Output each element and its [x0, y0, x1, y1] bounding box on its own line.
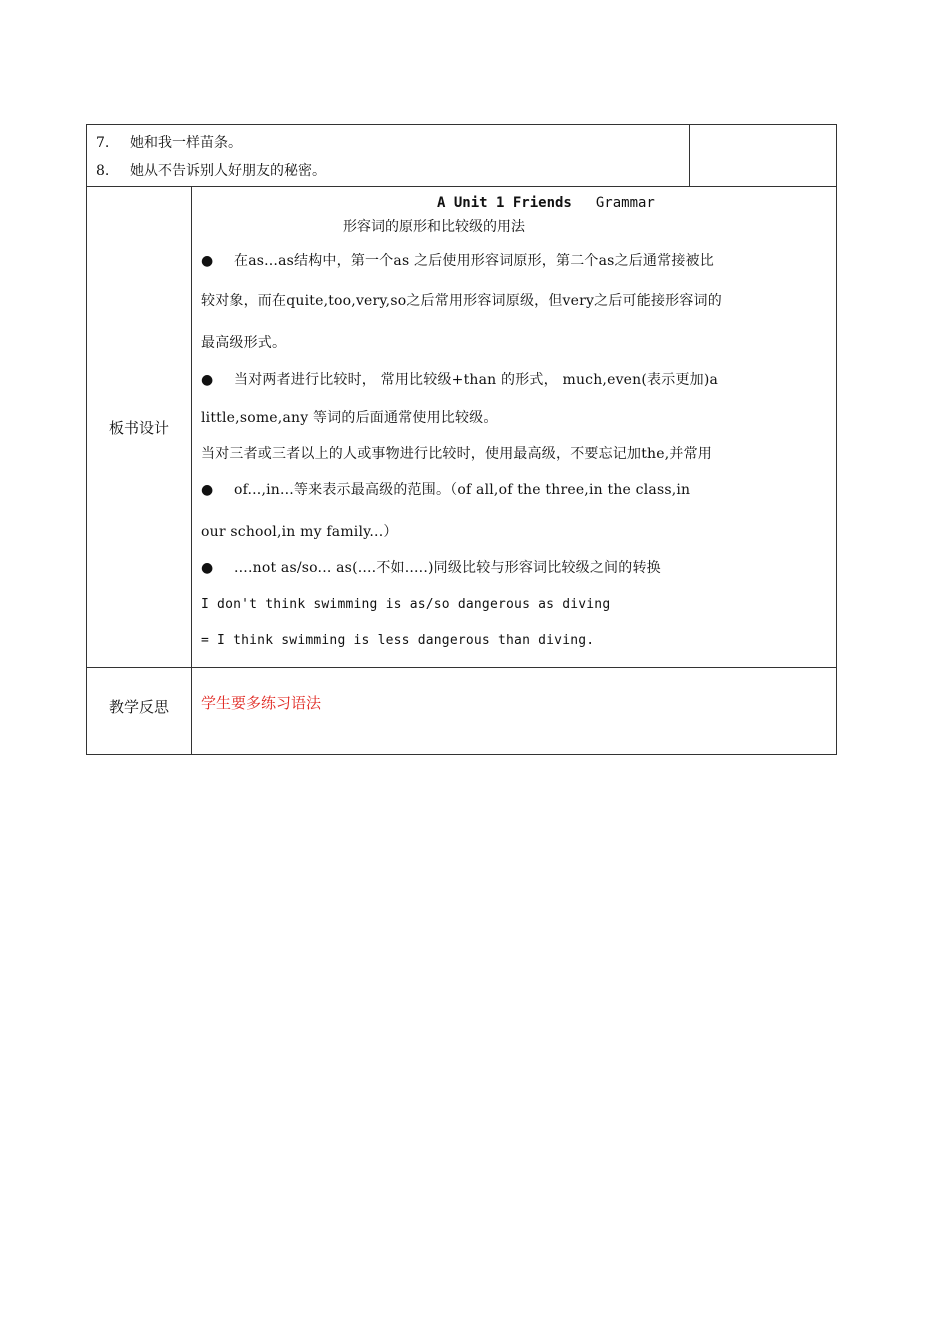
paragraph — [201, 365, 836, 405]
item-number: 8. — [96, 163, 110, 179]
table-row — [87, 187, 836, 668]
paragraph-text: 当对两者进行比较时， 常用比较级+than 的形式， much,even(表示更加)a — [234, 372, 719, 388]
reflection-text: 学生要多练习语法 — [201, 694, 322, 712]
list-item — [96, 157, 689, 185]
exercise-cell — [87, 125, 690, 186]
title-grammar: Grammar — [595, 195, 655, 211]
lesson-plan-table — [86, 124, 837, 755]
bullet-icon: ● — [201, 253, 214, 269]
table-row — [87, 125, 836, 187]
section-subtitle: 形容词的原形和比较级的用法 — [343, 219, 525, 235]
row-label-reflection: 教学反思 — [87, 668, 192, 754]
table-row — [87, 668, 836, 754]
item-text: 她和我一样苗条。 — [130, 135, 242, 151]
section-title — [201, 191, 836, 215]
paragraph-text: 在as...as结构中，第一个as 之后使用形容词原形，第二个as之后通常接被比 — [234, 253, 714, 269]
bullet-icon: ● — [201, 482, 214, 498]
item-text: 她从不告诉别人好朋友的秘密。 — [130, 163, 326, 179]
paragraph — [201, 247, 836, 287]
bullet-icon: ● — [201, 372, 214, 388]
paragraph-line: 最高级形式。 — [201, 335, 287, 351]
bullet-icon: ● — [201, 560, 214, 576]
title-bold: A Unit 1 Friends — [437, 195, 572, 211]
paragraph-line: our school,in my family...） — [201, 524, 398, 540]
paragraph-line: little,some,any 等词的后面通常使用比较级。 — [201, 410, 498, 426]
paragraph — [201, 477, 836, 519]
paragraph-text: of...,in...等来表示最高级的范围。（of all,of the three,in the class,in — [234, 482, 691, 498]
paragraph-line: 较对象，而在quite,too,very,so之后常用形容词原级，但very之后可能接形容词的 — [201, 293, 722, 309]
example-sentence: I don't think swimming is as/so dangerous as diving — [201, 597, 611, 612]
item-number: 7. — [96, 135, 110, 151]
empty-cell — [690, 125, 836, 186]
paragraph-text: ....not as/so... as(....不如.....)同级比较与形容词比较级之间的转换 — [234, 560, 661, 576]
blackboard-content — [192, 187, 836, 667]
example-sentence: = I think swimming is less dangerous than diving. — [201, 633, 595, 648]
paragraph-line: 当对三者或三者以上的人或事物进行比较时，使用最高级，不要忘记加the,并常用 — [201, 446, 712, 462]
paragraph — [201, 553, 836, 591]
list-item — [96, 129, 689, 157]
row-label-blackboard: 板书设计 — [87, 187, 192, 667]
